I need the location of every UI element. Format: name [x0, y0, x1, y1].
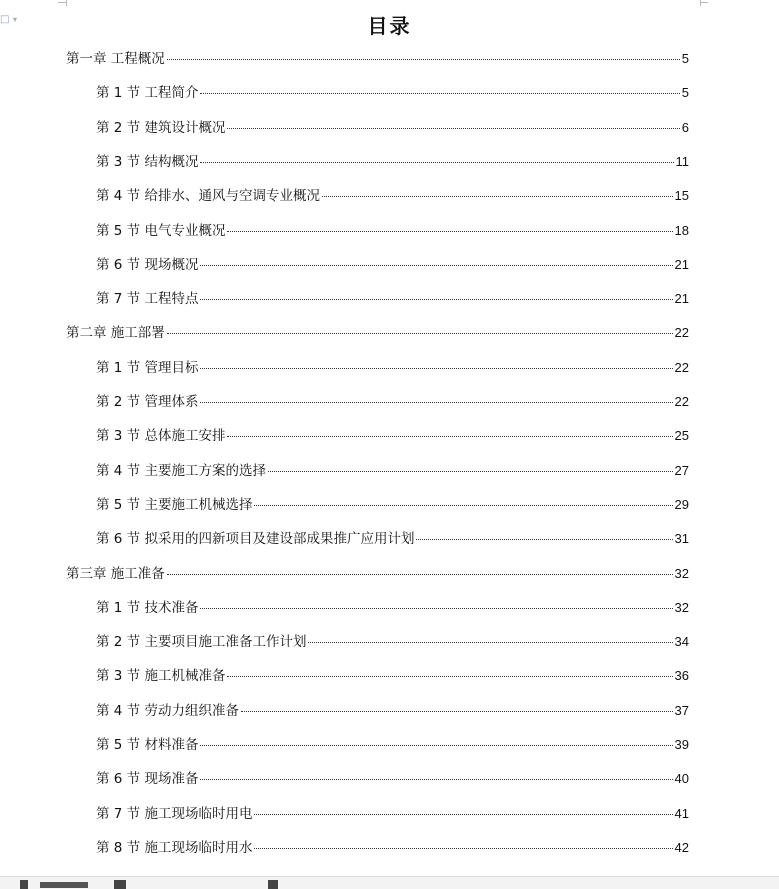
- toc-section-entry[interactable]: [96, 802, 689, 824]
- toc-entry-label: 第 6 节 现场准备: [96, 771, 199, 787]
- toc-page-number: 5: [681, 51, 689, 66]
- toc-entry-label: 第 5 节 电气专业概况: [96, 223, 226, 239]
- toc-entry-label: 第 6 节 现场概况: [96, 257, 199, 273]
- toc-leader-dots: [322, 196, 673, 197]
- toc-chapter-entry[interactable]: [66, 321, 689, 343]
- toc-section-entry[interactable]: [96, 767, 689, 789]
- toc-entry-label: 第 4 节 主要施工方案的选择: [96, 463, 266, 479]
- document-icon[interactable]: □: [0, 14, 10, 25]
- chevron-down-icon[interactable]: ▾: [13, 15, 18, 24]
- toc-page-number: 41: [674, 806, 689, 821]
- toc-section-entry[interactable]: [96, 493, 689, 515]
- toc-section-entry[interactable]: [96, 527, 689, 549]
- crop-mark-top-left: [66, 0, 67, 6]
- toc-leader-dots: [167, 333, 673, 334]
- toc-leader-dots: [200, 265, 672, 266]
- toc-page-number: 21: [674, 291, 689, 306]
- toc-section-entry[interactable]: [96, 836, 689, 858]
- toc-leader-dots: [200, 608, 672, 609]
- toc-leader-dots: [200, 402, 672, 403]
- toc-section-entry[interactable]: [96, 664, 689, 686]
- toc-section-entry[interactable]: [96, 424, 689, 446]
- toc-page-number: 40: [674, 771, 689, 786]
- toc-page-number: 11: [675, 154, 689, 169]
- toc-page-number: 39: [674, 737, 689, 752]
- toc-leader-dots: [167, 59, 680, 60]
- toc-entry-label: 第 7 节 工程特点: [96, 291, 199, 307]
- toc-leader-dots: [200, 368, 672, 369]
- toc-entry-label: 第 1 节 技术准备: [96, 600, 199, 616]
- toc-section-entry[interactable]: [96, 287, 689, 309]
- toc-leader-dots: [167, 574, 673, 575]
- toc-leader-dots: [227, 436, 672, 437]
- toc-entry-label: 第 2 节 主要项目施工准备工作计划: [96, 634, 307, 650]
- toc-entry-label: 第 1 节 管理目标: [96, 360, 199, 376]
- toc-section-entry[interactable]: [96, 150, 689, 172]
- toc-entry-label: 第三章 施工准备: [66, 566, 165, 582]
- toc-chapter-entry[interactable]: [66, 562, 689, 584]
- toc-entry-label: 第 5 节 材料准备: [96, 737, 199, 753]
- toc-entry-label: 第 3 节 施工机械准备: [96, 668, 226, 684]
- toc-section-entry[interactable]: [96, 630, 689, 652]
- toc-entry-label: 第二章 施工部署: [66, 325, 165, 341]
- toc-section-entry[interactable]: [96, 253, 689, 275]
- toc-section-entry[interactable]: [96, 459, 689, 481]
- toc-page-number: 25: [674, 428, 689, 443]
- toc-page-number: 22: [674, 360, 689, 375]
- crop-mark-top-right-horizontal: [700, 2, 708, 3]
- toc-entry-label: 第 2 节 建筑设计概况: [96, 120, 226, 136]
- toc-page-number: 18: [674, 223, 689, 238]
- status-bar: [0, 876, 779, 889]
- toc-leader-dots: [200, 299, 672, 300]
- toc-page-number: 22: [674, 325, 689, 340]
- toc-leader-dots: [200, 779, 672, 780]
- toc-chapter-entry[interactable]: [66, 47, 689, 69]
- toc-entry-label: 第一章 工程概况: [66, 51, 165, 67]
- toc-page-number: 31: [674, 531, 689, 546]
- toc-page-number: 37: [674, 703, 689, 718]
- toc-entry-label: 第 6 节 拟采用的四新项目及建设部成果推广应用计划: [96, 531, 415, 547]
- toc-section-entry[interactable]: [96, 219, 689, 241]
- toc-entry-label: 第 4 节 劳动力组织准备: [96, 703, 239, 719]
- toc-page-number: 22: [674, 394, 689, 409]
- toc-page-number: 29: [674, 497, 689, 512]
- toc-section-entry[interactable]: [96, 596, 689, 618]
- toc-section-entry[interactable]: [96, 390, 689, 412]
- toc-leader-dots: [416, 539, 672, 540]
- toc-page-number: 42: [674, 840, 689, 855]
- toc-leader-dots: [200, 745, 672, 746]
- toc-page-number: 32: [674, 566, 689, 581]
- toc-page-number: 34: [674, 634, 689, 649]
- toc-entry-label: 第 5 节 主要施工机械选择: [96, 497, 253, 513]
- toc-leader-dots: [308, 642, 672, 643]
- toc-title: 目录: [367, 14, 412, 38]
- toc-entry-label: 第 1 节 工程简介: [96, 85, 199, 101]
- toc-entry-label: 第 8 节 施工现场临时用水: [96, 840, 253, 856]
- toc-leader-dots: [241, 711, 673, 712]
- toc-entry-label: 第 4 节 给排水、通风与空调专业概况: [96, 188, 320, 204]
- toc-leader-dots: [254, 814, 672, 815]
- toc-page-number: 27: [674, 463, 689, 478]
- toc-page-number: 21: [674, 257, 689, 272]
- toc-leader-dots: [254, 848, 672, 849]
- toc-page-number: 5: [681, 85, 689, 100]
- toc-entry-label: 第 3 节 总体施工安排: [96, 428, 226, 444]
- toc-leader-dots: [200, 162, 673, 163]
- crop-mark-top-left-horizontal: [58, 2, 66, 3]
- toc-section-entry[interactable]: [96, 184, 689, 206]
- status-bar-label: [40, 882, 88, 888]
- toc-leader-dots: [227, 231, 672, 232]
- crop-mark-top-right: [700, 0, 701, 6]
- toc-leader-dots: [227, 676, 672, 677]
- toc-entry-label: 第 2 节 管理体系: [96, 394, 199, 410]
- toc-leader-dots: [227, 128, 679, 129]
- toc-section-entry[interactable]: [96, 116, 689, 138]
- toc-page-number: 6: [681, 120, 689, 135]
- toc-page-number: 32: [674, 600, 689, 615]
- toc-entry-label: 第 7 节 施工现场临时用电: [96, 806, 253, 822]
- toc-entry-label: 第 3 节 结构概况: [96, 154, 199, 170]
- toc-page-number: 15: [674, 188, 689, 203]
- toc-section-entry[interactable]: [96, 733, 689, 755]
- toc-leader-dots: [200, 93, 679, 94]
- toc-leader-dots: [254, 505, 672, 506]
- toc-section-entry[interactable]: [96, 356, 689, 378]
- toc-leader-dots: [268, 471, 673, 472]
- toc-section-entry[interactable]: [96, 81, 689, 103]
- toc-section-entry[interactable]: [96, 699, 689, 721]
- toc-page-number: 36: [674, 668, 689, 683]
